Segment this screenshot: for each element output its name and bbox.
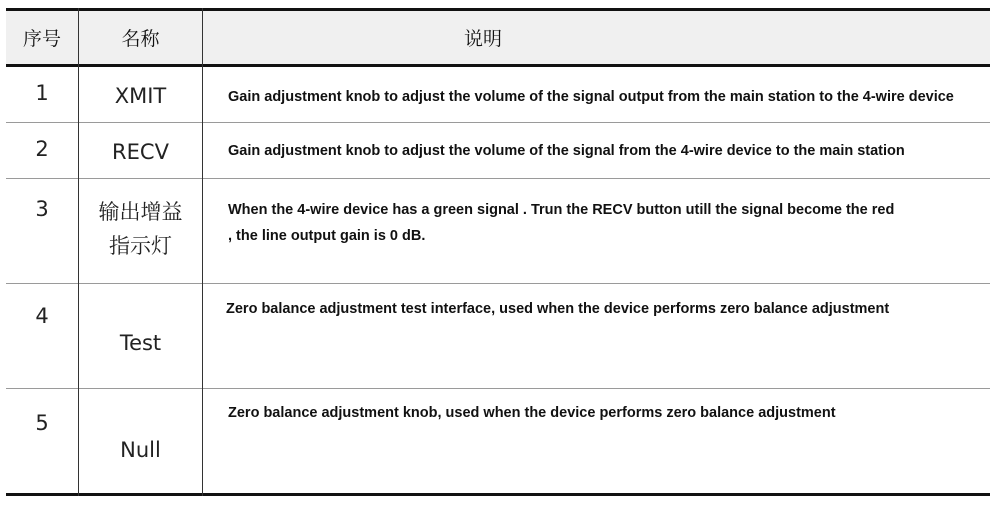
row-name [79,195,202,263]
row-index: 5 [35,411,49,435]
row-name-line: 指示灯 [109,234,172,258]
row-description: Gain adjustment knob to adjust the volume of the signal output from the main station to the 4-wire device [228,89,954,105]
row-description: Zero balance adjustment knob, used when the device performs zero balance adjustment [228,405,836,421]
table-row [6,123,990,178]
table-row [6,67,990,122]
row-name: Test [119,331,162,355]
controls-table [6,8,990,496]
row-name: XMIT [114,84,167,108]
header-index: 序号 [22,28,61,50]
row-index: 4 [35,304,49,328]
row-index: 1 [35,81,49,105]
row-description: Zero balance adjustment test interface, used when the device performs zero balance adjustment [226,301,890,317]
row-name-line: 输出增益 [98,200,183,224]
row-description [228,197,988,249]
table-row [6,284,990,388]
table-row [6,179,990,283]
top-rule [6,8,990,11]
row-description-line: When the 4-wire device has a green signal . Trun the RECV button utill the signal become the red [228,202,895,218]
row-index: 3 [35,197,49,221]
row-index: 2 [35,137,49,161]
row-description-line: , the line output gain is 0 dB. [228,228,426,244]
table-row [6,389,990,493]
row-name: RECV [112,140,169,164]
row-description: Gain adjustment knob to adjust the volume of the signal from the 4-wire device to the main station [228,143,905,159]
header-description: 说明 [463,28,502,50]
header-name: 名称 [121,28,160,50]
row-name: Null [120,438,161,462]
bottom-rule [6,493,990,496]
